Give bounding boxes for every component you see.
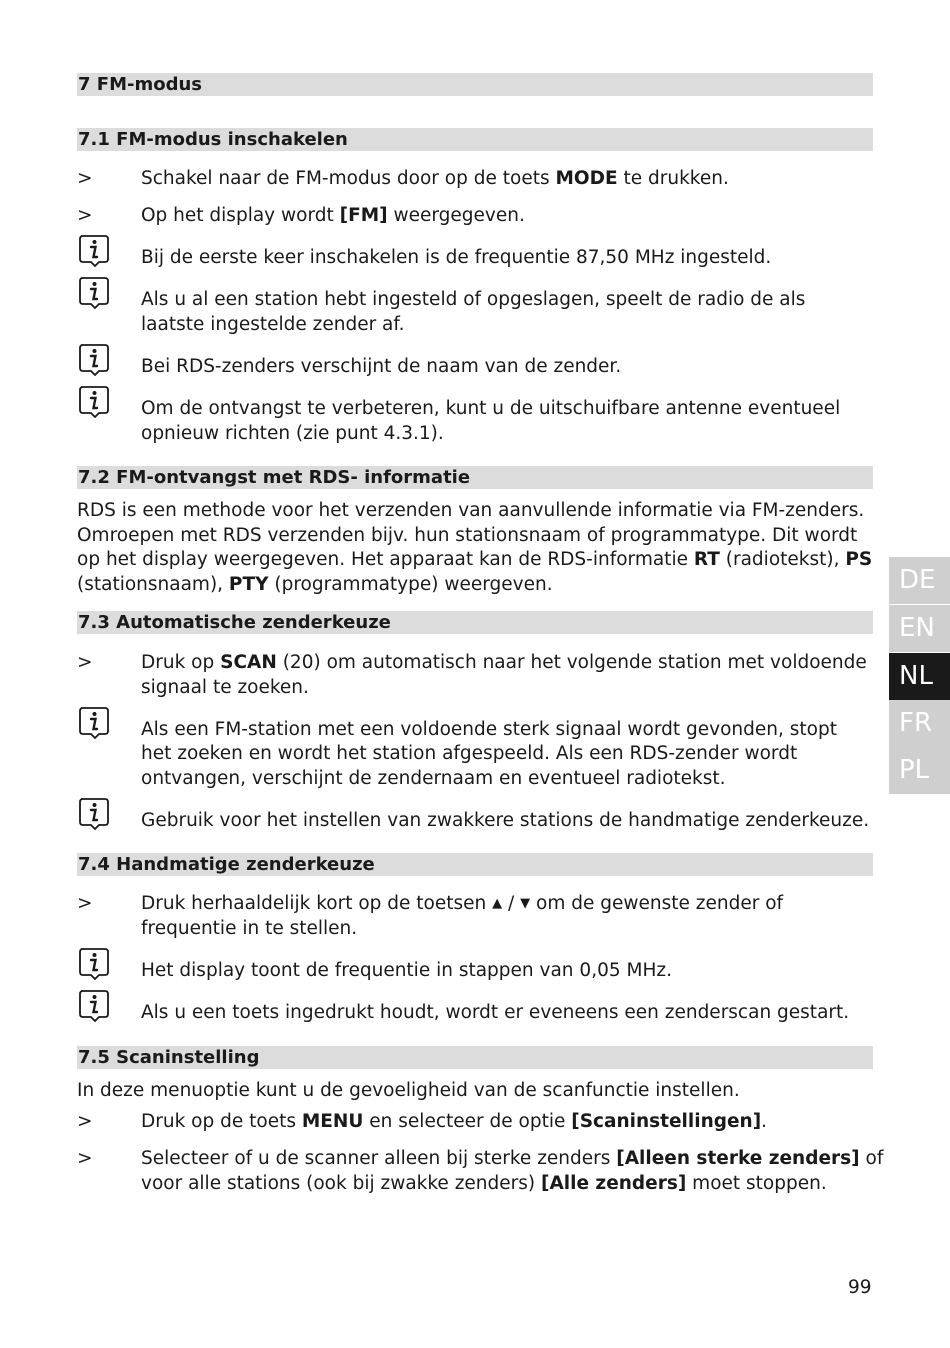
bullet-arrow: > (77, 652, 93, 673)
lang-tab-nl[interactable]: NL (889, 653, 950, 700)
step-text: voor alle stations (ook bij zwakke zenders) [Alle zenders] moet stoppen. (141, 1173, 827, 1194)
subsection-heading-7-2: 7.2 FM-ontvangst met RDS- informatie (77, 466, 873, 489)
note-text: Om de ontvangst te verbeteren, kunt u de uitschuifbare antenne eventueel (141, 398, 841, 419)
bullet-arrow: > (77, 1148, 93, 1169)
info-note-icon (77, 384, 111, 418)
note-text: Bei RDS-zenders verschijnt de naam van de zender. (141, 356, 622, 377)
lang-tab-pl[interactable]: PL (889, 747, 950, 794)
section-heading: 7 FM-modus (77, 73, 873, 96)
info-note-icon (77, 946, 111, 980)
bullet-arrow: > (77, 168, 93, 189)
info-note-icon (77, 796, 111, 830)
paragraph-line: op het display weergegeven. Het apparaat kan de RDS-informatie RT (radiotekst), PS (77, 549, 873, 570)
paragraph-line: RDS is een methode voor het verzenden van aanvullende informatie via FM-zenders. (77, 500, 865, 521)
page-number: 99 (848, 1277, 872, 1298)
paragraph-line: (stationsnaam), PTY (programmatype) weergeven. (77, 574, 553, 595)
note-text: Als een FM-station met een voldoende sterk signaal wordt gevonden, stopt (141, 719, 837, 740)
step-text: Druk op de toets MENU en selecteer de optie [Scaninstellingen]. (141, 1111, 768, 1132)
note-text: opnieuw richten (zie punt 4.3.1). (141, 423, 444, 444)
step-text: Druk herhaaldelijk kort op de toetsen ▲ / ▼ om de gewenste zender of (141, 893, 784, 914)
step-text: signaal te zoeken. (141, 677, 309, 698)
subsection-heading-7-5: 7.5 Scaninstelling (77, 1046, 873, 1069)
step-text: Op het display wordt [FM] weergegeven. (141, 205, 525, 226)
note-text: Het display toont de frequentie in stappen van 0,05 MHz. (141, 960, 672, 981)
lang-tab-en[interactable]: EN (889, 605, 950, 652)
bullet-arrow: > (77, 893, 93, 914)
note-text: laatste ingestelde zender af. (141, 314, 405, 335)
down-arrow-icon: ▼ (520, 896, 531, 911)
bullet-arrow: > (77, 1111, 93, 1132)
step-text: Schakel naar de FM-modus door op de toets MODE te drukken. (141, 168, 729, 189)
note-text: het zoeken en wordt het station afgespeeld. Als een RDS-zender wordt (141, 743, 798, 764)
paragraph-line: Omroepen met RDS verzenden bijv. hun stationsnaam of programmatype. Dit wordt (77, 525, 858, 546)
bullet-arrow: > (77, 205, 93, 226)
up-arrow-icon: ▲ (492, 896, 503, 911)
note-text: Als u een toets ingedrukt houdt, wordt er eveneens een zenderscan gestart. (141, 1002, 850, 1023)
step-text: Selecteer of u de scanner alleen bij sterke zenders [Alleen sterke zenders] of (141, 1148, 884, 1169)
note-text: ontvangen, verschijnt de zendernaam en eventueel radiotekst. (141, 768, 726, 789)
info-note-icon (77, 988, 111, 1022)
info-note-icon (77, 233, 111, 267)
info-note-icon (77, 342, 111, 376)
lang-tab-de[interactable]: DE (889, 557, 950, 604)
lang-tab-fr[interactable]: FR (889, 700, 950, 747)
info-note-icon (77, 705, 111, 739)
paragraph-line: In deze menuoptie kunt u de gevoeligheid van de scanfunctie instellen. (77, 1080, 740, 1101)
step-text: Druk op SCAN (20) om automatisch naar het volgende station met voldoende (141, 652, 867, 673)
note-text: Gebruik voor het instellen van zwakkere stations de handmatige zenderkeuze. (141, 810, 870, 831)
step-text: frequentie in te stellen. (141, 918, 358, 939)
subsection-heading-7-4: 7.4 Handmatige zenderkeuze (77, 853, 873, 876)
subsection-heading-7-3: 7.3 Automatische zenderkeuze (77, 611, 873, 634)
subsection-heading-7-1: 7.1 FM-modus inschakelen (77, 128, 873, 151)
note-text: Bij de eerste keer inschakelen is de frequentie 87,50 MHz ingesteld. (141, 247, 772, 268)
note-text: Als u al een station hebt ingesteld of opgeslagen, speelt de radio de als (141, 289, 806, 310)
info-note-icon (77, 275, 111, 309)
